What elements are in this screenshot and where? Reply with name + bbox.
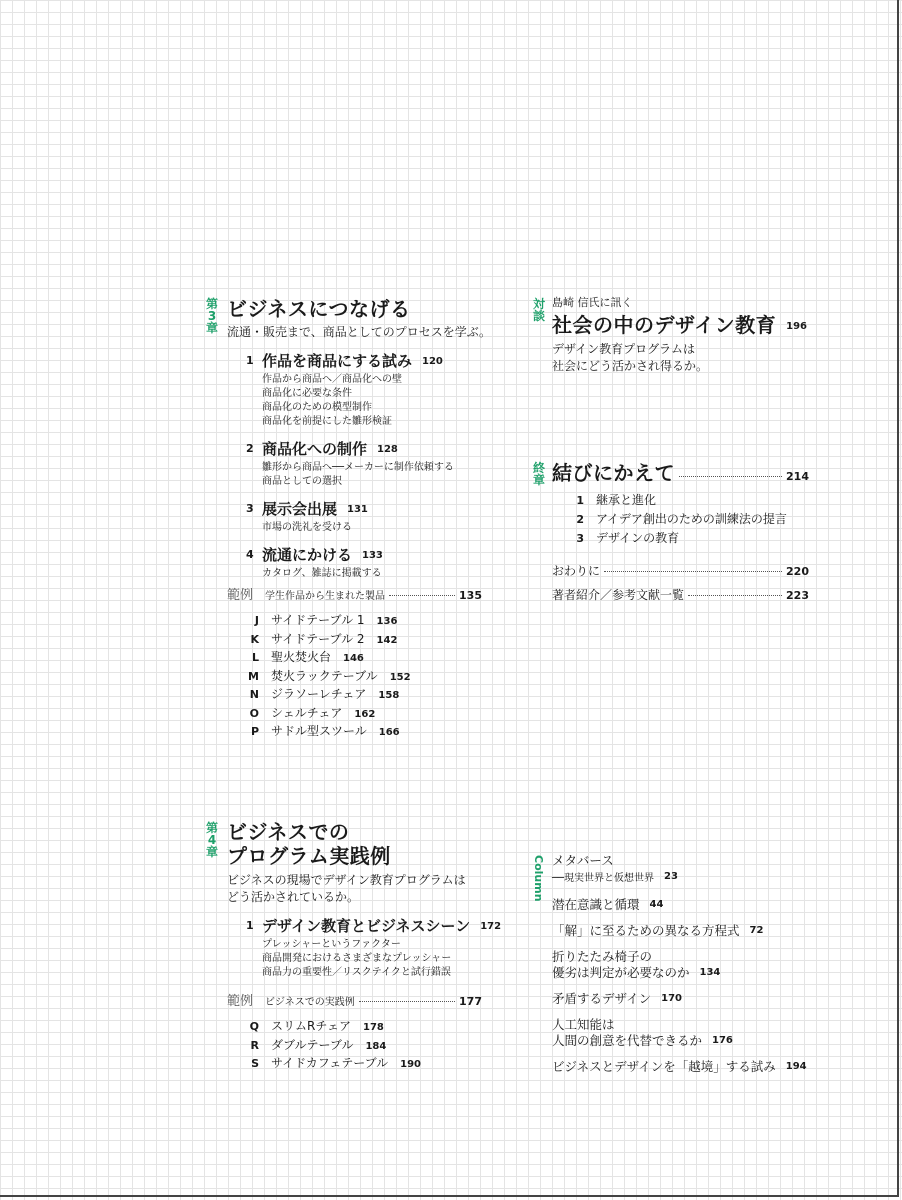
dot-leader <box>688 595 782 596</box>
chapter-3 <box>227 297 492 581</box>
chapter-3-section-4[interactable]: 4 流通にかける 133 カタログ、雑誌に掲載する <box>246 546 383 579</box>
section-page: 128 <box>377 444 398 455</box>
column-item-folding-chair[interactable]: 折りたたみ椅子の 優劣は判定が必要なのか 134 <box>552 949 721 980</box>
example-item-q[interactable]: Q スリムRチェア 178 <box>249 1019 384 1033</box>
shusho-item-2[interactable]: 2 アイデア創出のための訓練法の提言 <box>576 512 787 526</box>
chapter-4-examples <box>227 990 482 1074</box>
chapter-4-title-line-1: ビジネスでの <box>227 820 350 844</box>
column-list <box>552 853 812 1085</box>
chapter-3-section-2[interactable]: 2 商品化への制作 128 雛形から商品へ──メーカーに制作依頼する 商品としての選択 <box>246 440 454 487</box>
examples-page: 177 <box>459 995 482 1008</box>
shusho-item-1[interactable]: 1 継承と進化 <box>576 493 657 507</box>
section-page: 133 <box>362 550 383 561</box>
chapter-3-subtitle: 流通・販売まで、商品としてのプロセスを学ぶ。 <box>227 325 492 339</box>
shusho <box>552 461 809 603</box>
chapter-4-tag: 第 4 章 <box>205 821 218 859</box>
example-item-m[interactable]: M 焚火ラックテーブル 152 <box>248 668 411 683</box>
shusho-header[interactable] <box>552 461 809 485</box>
example-item-r[interactable]: R ダブルテーブル 184 <box>250 1037 387 1052</box>
section-title: 流通にかける <box>262 546 353 564</box>
chapter-3-section-1[interactable]: 1 作品を商品にする試み 120 作品から商品へ／商品化への壁 商品化に必要な条件 商品化のための模型制作 商品化を前提にした雛形検証 <box>246 352 443 427</box>
example-item-p[interactable]: P サドル型スツール 166 <box>250 724 400 738</box>
dot-leader <box>604 571 782 572</box>
chapter-4-title-line-2: プログラム実践例 <box>227 844 391 868</box>
section-title: 商品化への制作 <box>262 440 368 458</box>
example-item-s[interactable]: S サイドカフェテーブル 190 <box>251 1056 421 1070</box>
section-page: 120 <box>422 356 443 367</box>
shusho-page: 214 <box>786 470 809 483</box>
taidan-description: デザイン教育プログラムは 社会にどう活かされ得るか。 <box>552 342 709 373</box>
examples-label: 範例 <box>227 994 254 1009</box>
section-page: 131 <box>347 504 368 515</box>
chapter-4 <box>227 820 502 980</box>
column-item-subconscious[interactable]: 潜在意識と循環 44 <box>552 897 664 912</box>
example-item-k[interactable]: K サイドテーブル 2 142 <box>250 631 398 646</box>
chapter-3-title: ビジネスにつなげる <box>227 297 411 321</box>
column-item-equation[interactable]: 「解」に至るための異なる方程式 72 <box>552 923 764 938</box>
chapter-4-subtitle: ビジネスの現場でデザイン教育プログラムは どう活かされているか。 <box>227 873 466 904</box>
taidan-page: 196 <box>786 321 807 332</box>
chapter-3-tag: 第 3 章 <box>205 297 218 335</box>
column-item-metaverse[interactable]: メタバース ──現実世界と仮想世界 23 <box>552 853 678 884</box>
chapter-4-section-1[interactable]: 1 デザイン教育とビジネスシーン 172 プレッシャーというファクター 商品開発におけるさまざまなプレッシャー 商品力の重要性／リスクテイクと試行錯誤 <box>246 917 502 978</box>
examples-page: 135 <box>459 589 482 602</box>
shusho-item-3[interactable]: 3 デザインの教育 <box>576 531 680 545</box>
column-item-contradiction[interactable]: 矛盾するデザイン 170 <box>552 991 683 1006</box>
section-page: 172 <box>480 921 502 932</box>
examples-title: 学生作品から生まれた製品 <box>265 591 386 602</box>
taidan[interactable] <box>552 296 812 375</box>
section-title: デザイン教育とビジネスシーン <box>262 917 471 935</box>
taidan-guest: 島崎 信氏に訊く <box>552 296 633 309</box>
examples-label: 範例 <box>227 588 254 603</box>
examples-header[interactable] <box>227 990 482 1009</box>
chapter-3-section-3[interactable]: 3 展示会出展 131 市場の洗礼を受ける <box>246 500 368 533</box>
example-item-n[interactable]: N ジラソーレチェア 158 <box>249 687 400 701</box>
owarini-row[interactable]: おわりに 220 <box>552 564 809 578</box>
examples-header[interactable] <box>227 584 482 603</box>
dot-leader <box>679 476 782 477</box>
chapter-3-examples <box>227 584 482 742</box>
dot-leader <box>389 595 455 596</box>
column-item-business-design[interactable]: ビジネスとデザインを「越境」する試み 194 <box>552 1059 807 1074</box>
shusho-tag: 終 章 <box>532 461 545 487</box>
example-item-l[interactable]: L 聖火焚火台 146 <box>251 650 364 664</box>
examples-title: ビジネスでの実践例 <box>265 997 355 1008</box>
column-item-ai[interactable]: 人工知能は 人間の創意を代替できるか 176 <box>552 1017 733 1048</box>
example-item-o[interactable]: O シェルチェア 162 <box>249 705 376 720</box>
author-references-row[interactable]: 著者紹介／参考文献一覧 223 <box>552 588 809 602</box>
shusho-title: 結びにかえて <box>552 461 675 485</box>
section-title: 展示会出展 <box>262 500 338 518</box>
section-title: 作品を商品にする試み <box>262 352 413 370</box>
taidan-title: 社会の中のデザイン教育 <box>552 313 777 337</box>
taidan-tag: 対 談 <box>532 297 545 323</box>
dot-leader <box>359 1001 455 1002</box>
example-item-j[interactable]: J サイドテーブル 1 136 <box>254 613 398 627</box>
column-tag: Column <box>532 855 545 902</box>
